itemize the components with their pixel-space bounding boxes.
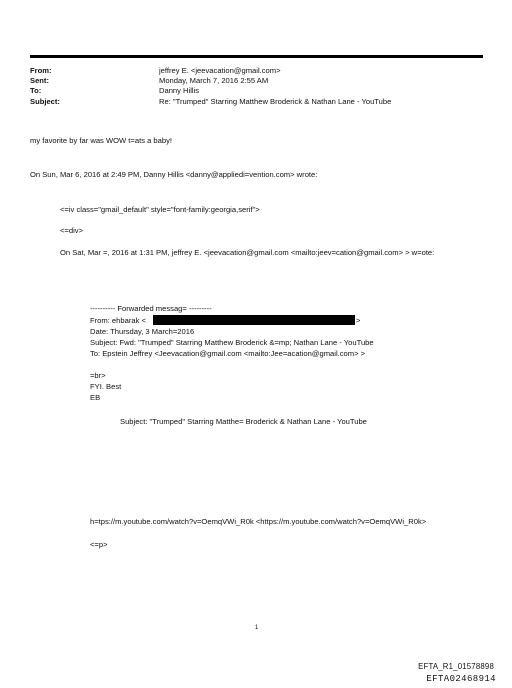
redaction-bar	[153, 315, 355, 325]
forward-subject-repeat: Subject: "Trumped" Starring Matthe= Broderick & Nathan Lane - YouTube	[120, 417, 367, 426]
forward-signature: EB	[90, 393, 101, 402]
body-line-div-close: <=div>	[60, 226, 84, 235]
forward-divider: ---------- Forwarded messag= ---------	[90, 304, 212, 313]
bates-number-1: EFTA_R1_01578898	[418, 662, 494, 671]
body-line-epstein-wrote: On Sat, Mar =, 2016 at 1:31 PM, jeffrey E. <jeevacation@gmail.com <mailto:jeev=cation@gmail.com> > w=ote:	[60, 248, 435, 257]
from-value: jeffrey E. <jeevacation@gmail.com>	[159, 66, 281, 75]
forward-subject: Subject: Fwd: "Trumped" Starring Matthew Broderick &=mp; Nathan Lane - YouTube	[90, 338, 374, 347]
forward-to: To: Epstein Jeffrey <Jeevacation@gmail.com <mailto:Jee=acation@gmail.com> >	[90, 349, 366, 358]
header-rule	[30, 55, 483, 58]
to-label: To:	[30, 86, 42, 96]
header-subject-row	[30, 97, 391, 107]
page-number: 1	[255, 625, 259, 631]
header-sent-row	[30, 76, 391, 86]
youtube-url[interactable]: h=tps://m.youtube.com/watch?v=OemqVWi_R0k <https://m.youtube.com/watch?v=OemqVWi_R0k>	[90, 517, 427, 526]
subject-label: Subject:	[30, 96, 60, 106]
subject-value: Re: "Trumped" Starring Matthew Broderick & Nathan Lane - YouTube	[159, 96, 392, 106]
sent-value: Monday, March 7, 2016 2:55 AM	[159, 76, 269, 86]
forward-br: =br>	[90, 371, 106, 380]
body-line-favorite: my favorite by far was WOW t=ats a baby!	[30, 136, 173, 145]
p-tag-line: <=p>	[90, 540, 108, 549]
header-from-row	[30, 66, 391, 76]
from-label: From:	[30, 66, 52, 75]
body-line-hillis-wrote: On Sun, Mar 6, 2016 at 2:49 PM, Danny Hillis <danny@appliedi=vention.com> wrote:	[30, 170, 318, 179]
forward-from-close: >	[356, 316, 361, 325]
body-line-div-open: <=iv class="gmail_default" style="font-family:georgia,serif">	[60, 205, 260, 214]
forward-date: Date: Thursday, 3 March=2016	[90, 327, 195, 336]
sent-label: Sent:	[30, 76, 49, 86]
forward-from: From: ehbarak <	[90, 316, 146, 325]
header-to-row	[30, 86, 391, 96]
bates-number-2: EFTA02468914	[426, 674, 496, 684]
to-value: Danny Hillis	[159, 86, 200, 96]
email-header	[30, 66, 391, 107]
forward-fyi: FYI. Best	[90, 382, 122, 391]
